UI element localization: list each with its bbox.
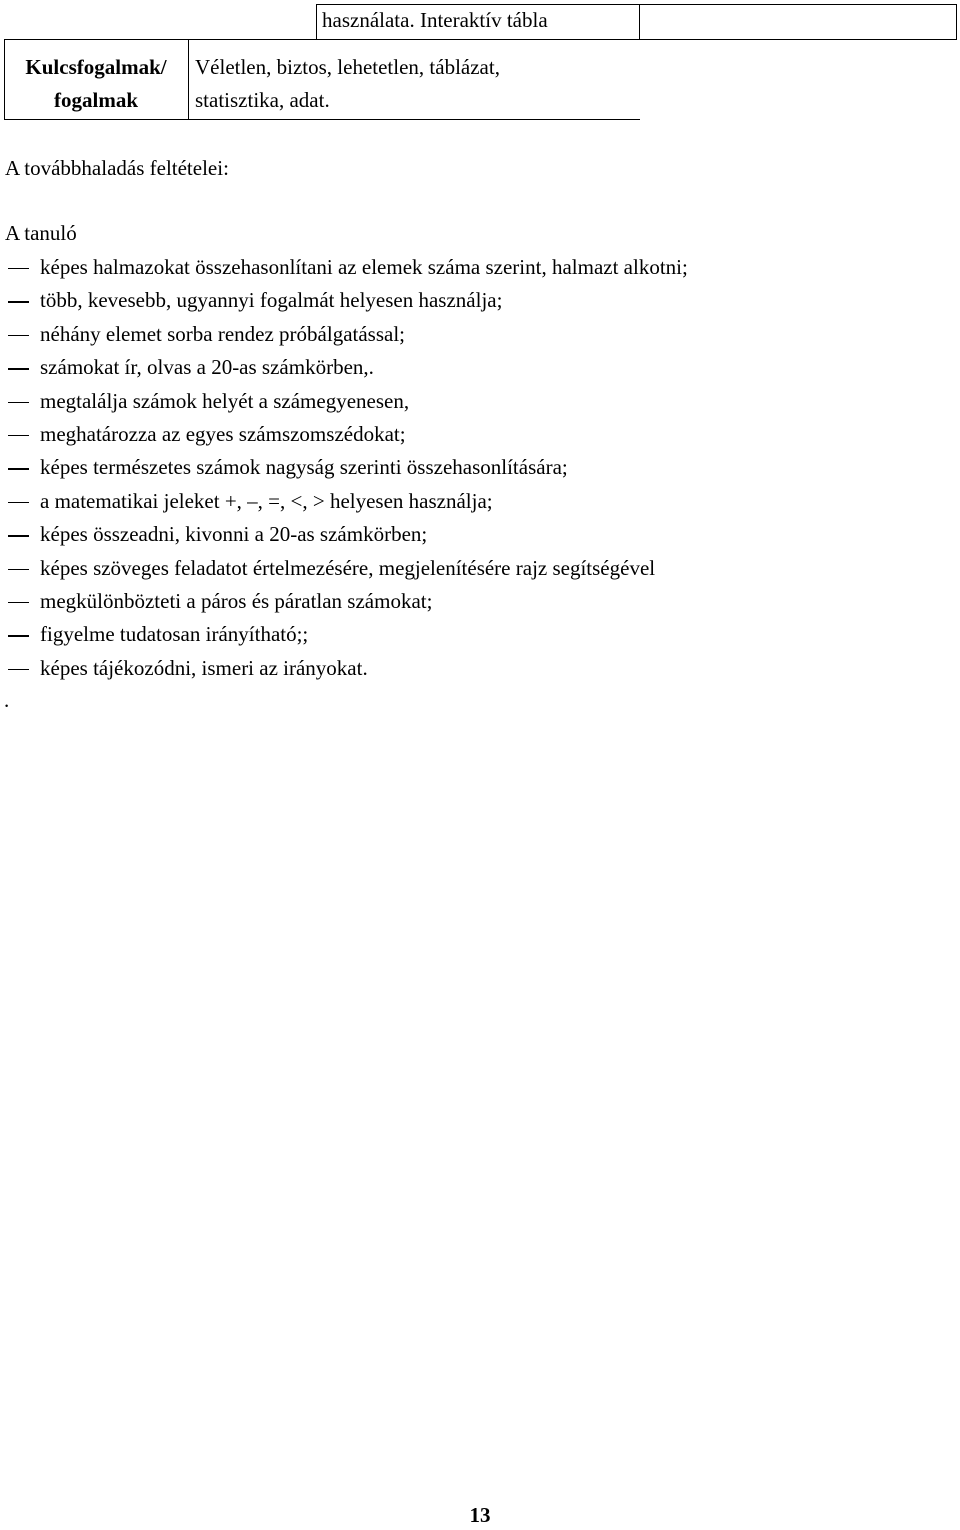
key-concepts-label-line1: Kulcsfogalmak/ <box>25 55 167 79</box>
dash-bullet-icon <box>8 502 29 503</box>
list-item-text: képes szöveges feladatot értelmezésére, megjelenítésére rajz segítségével <box>40 555 656 580</box>
dash-bullet-icon <box>8 335 29 336</box>
dash-bullet-icon <box>8 535 29 536</box>
dash-bullet-icon <box>8 435 29 436</box>
key-concepts-label-line2: fogalmak <box>54 88 138 112</box>
list-item-text: megtalálja számok helyét a számegyenesen, <box>40 388 410 413</box>
list-item-text: képes összeadni, kivonni a 20-as számkörben; <box>40 522 428 547</box>
list-item-text: számokat ír, olvas a 20-as számkörben,. <box>40 355 374 380</box>
stray-period: . <box>4 688 10 712</box>
page-number: 13 <box>469 1503 491 1527</box>
list-item-text: figyelme tudatosan irányítható;; <box>40 622 309 647</box>
list-item-text: megkülönbözteti a páros és páratlan számokat; <box>40 588 433 613</box>
key-concepts-label <box>4 51 188 117</box>
dash-bullet-icon <box>8 301 29 302</box>
dash-bullet-icon <box>8 569 29 570</box>
dash-bullet-icon <box>8 669 29 670</box>
table-top-row-text: használata. Interaktív tábla <box>322 8 548 32</box>
list-item-text: több, kevesebb, ugyannyi fogalmát helyesen használja; <box>40 288 503 313</box>
key-concepts-value <box>195 51 500 117</box>
dash-bullet-icon <box>8 468 29 469</box>
list-item-text: néhány elemet sorba rendez próbálgatással; <box>40 321 406 346</box>
section-heading: A továbbhaladás feltételei: <box>5 156 229 180</box>
list-item-text: képes tájékozódni, ismeri az irányokat. <box>40 655 368 680</box>
dash-bullet-icon <box>8 402 29 403</box>
key-concepts-value-line1: Véletlen, biztos, lehetetlen, táblázat, <box>195 55 500 79</box>
key-concepts-value-line2: statisztika, adat. <box>195 88 330 112</box>
list-item-text: képes halmazokat összehasonlítani az elemek száma szerint, halmazt alkotni; <box>40 255 688 279</box>
list-item-text: a matematikai jeleket +, –, =, <, > helyesen használja; <box>40 488 493 513</box>
dash-bullet-icon <box>8 368 29 369</box>
dash-bullet-icon <box>8 602 29 603</box>
intro-text: A tanuló <box>5 221 77 245</box>
list-item-text: képes természetes számok nagyság szerinti összehasonlítására; <box>40 455 568 480</box>
list-item-text: meghatározza az egyes számszomszédokat; <box>40 421 406 446</box>
dash-bullet-icon <box>8 268 29 269</box>
dash-bullet-icon <box>8 635 29 636</box>
